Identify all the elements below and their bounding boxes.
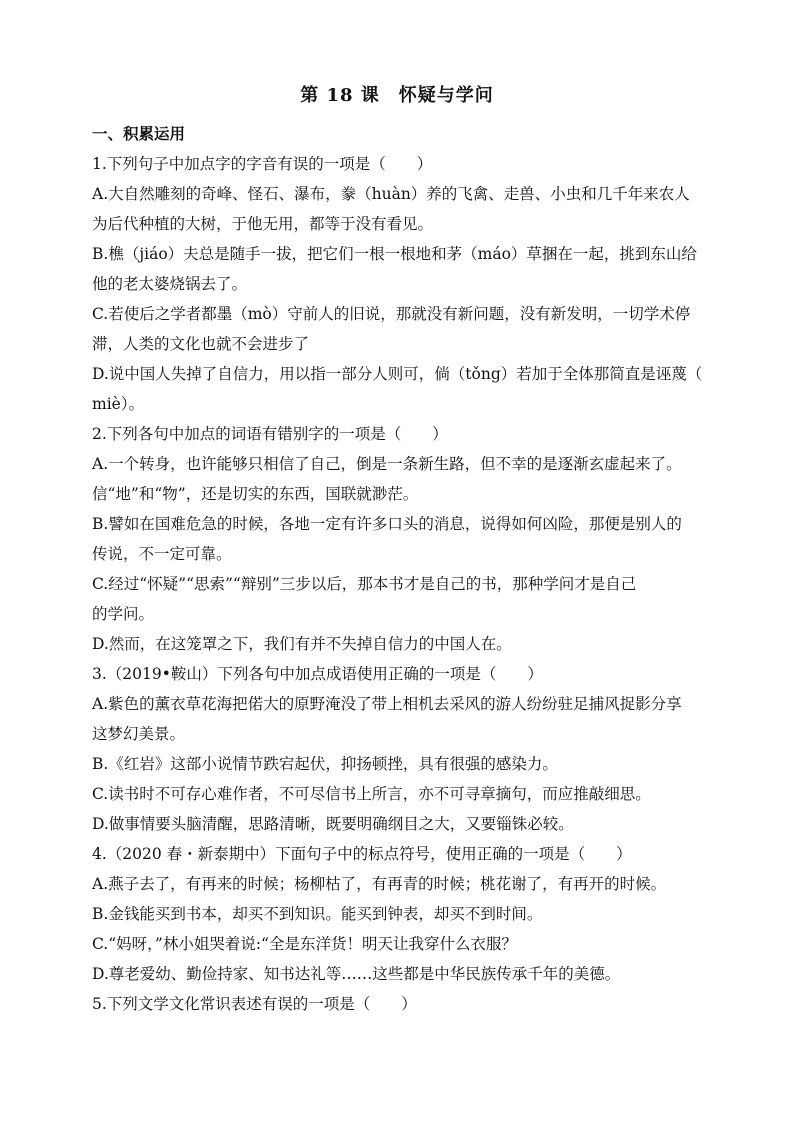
text-line: 他的老太婆烧锅去了。 xyxy=(92,275,248,293)
text-line: 的学问。 xyxy=(92,605,155,623)
text-line: 传说，不一定可靠。 xyxy=(92,545,232,563)
text-line: B.譬如在国难危急的时候，各地一定有许多口头的消息，说得如何凶险，那便是别人的 xyxy=(92,515,682,533)
text-line: 信“地”和“物”，还是切实的东西，国联就渺茫。 xyxy=(92,485,419,503)
text-line: D.做事情要头脑清醒，思路清晰，既要明确纲目之大，又要锱铢必较。 xyxy=(92,815,574,833)
text-line: A.大自然雕刻的奇峰、怪石、瀑布，豢（huàn）养的飞禽、走兽、小虫和几千年来农人 xyxy=(92,185,690,203)
lesson-title: 第 18 课 怀疑与学问 xyxy=(300,85,494,106)
text-line: D.尊老爱幼、勤俭持家、知书达礼等……这些都是中华民族传承千年的美德。 xyxy=(92,965,621,983)
text-line: D.说中国人失掉了自信力，用以指一部分人则可，倘（tǒng）若加于全体那简直是诬蔑（ xyxy=(92,365,703,383)
text-lines xyxy=(92,149,704,1019)
text-line: A.紫色的薰衣草花海把偌大的原野淹没了带上相机去采风的游人纷纷驻足捕风捉影分享 xyxy=(92,695,682,713)
text-line: C.若使后之学者都墨（mò）守前人的旧说，那就没有新问题，没有新发明，一切学术停 xyxy=(92,305,691,323)
text-line: 3.（2019•鞍山）下列各句中加点成语使用正确的一项是（ ） xyxy=(92,665,543,683)
document-body xyxy=(92,119,704,1019)
text-line: B.樵（jiáo）夫总是随手一拔，把它们一根一根地和茅（máo）草捆在一起，挑到东山给 xyxy=(92,245,697,263)
section-heading: 一、积累运用 xyxy=(92,124,186,143)
text-line: A.燕子去了，有再来的时候；杨柳枯了，有再青的时候；桃花谢了，有再开的时候。 xyxy=(92,875,667,893)
text-line: C.读书时不可存心难作者，不可尽信书上所言，亦不可寻章摘句，而应推敲细思。 xyxy=(92,785,651,803)
text-line: C.经过“怀疑”“思索”“辩别”三步以后，那本书才是自己的书，那种学问才是自己 xyxy=(92,575,637,593)
text-line: 1.下列句子中加点字的字音有误的一项是（ ） xyxy=(92,155,433,173)
text-line: B.金钱能买到书本，却买不到知识。能买到钟表，却买不到时间。 xyxy=(92,905,543,923)
text-line: 2.下列各句中加点的词语有错别字的一项是（ ） xyxy=(92,425,448,443)
text-line: miè）。 xyxy=(92,395,145,413)
text-line: B.《红岩》这部小说情节跌宕起伏，抑扬顿挫，具有很强的感染力。 xyxy=(92,755,558,773)
text-line: 这梦幻美景。 xyxy=(92,725,186,743)
text-line: 为后代种植的大树，于他无用，都等于没有看见。 xyxy=(92,215,434,233)
text-line: D.然而，在这笼罩之下，我们有并不失掉自信力的中国人在。 xyxy=(92,635,512,653)
text-line: 滞，人类的文化也就不会进步了 xyxy=(92,335,310,353)
text-line: A.一个转身，也许能够只相信了自己，倒是一条新生路，但不幸的是逐渐玄虚起来了。 xyxy=(92,455,682,473)
text-line: C.“妈呀，”林小姐哭着说:“全是东洋货！明天让我穿什么衣服？ xyxy=(92,935,517,953)
text-line: 5.下列文学文化常识表述有误的一项是（ ） xyxy=(92,995,417,1013)
text-line: 4.（2020 春・新泰期中）下面句子中的标点符号，使用正确的一项是（ ） xyxy=(92,845,632,863)
